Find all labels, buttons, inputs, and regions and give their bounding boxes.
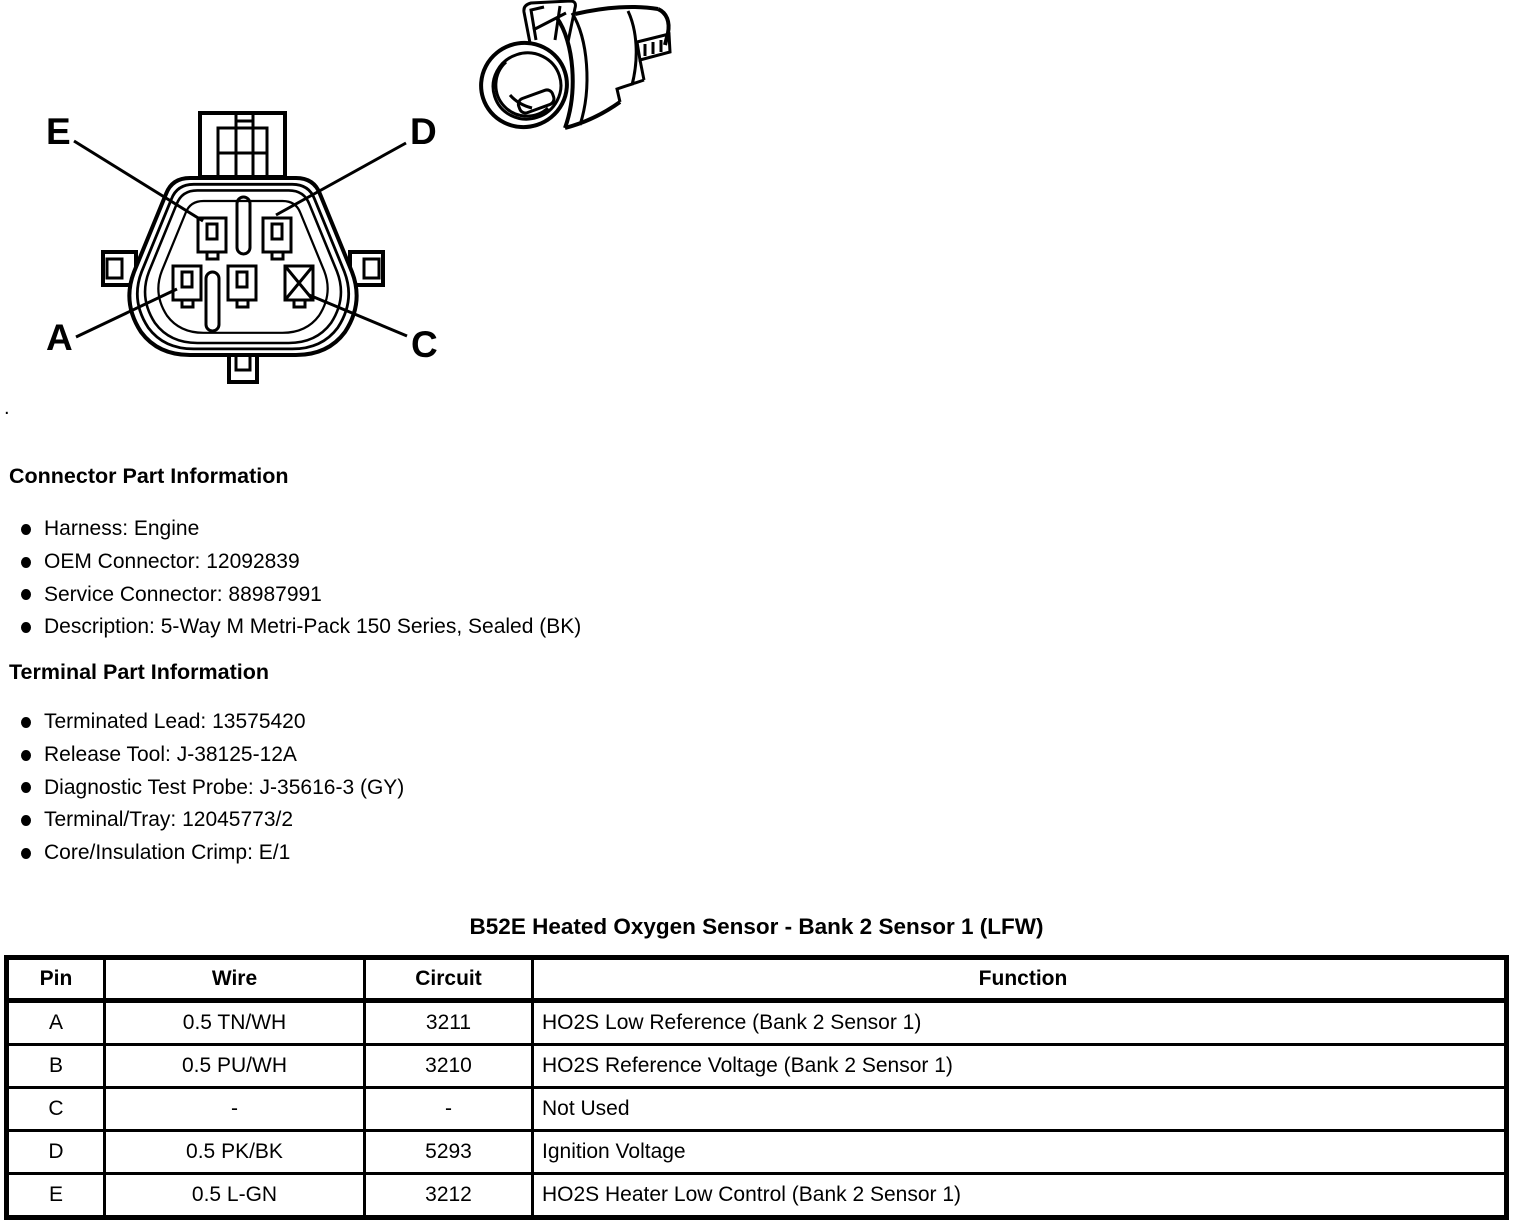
cell-wire: 0.5 PK/BK: [105, 1131, 365, 1174]
table-row: [7, 1088, 1507, 1131]
list-item-text: Harness: Engine: [44, 517, 200, 541]
list-item-text: Description: 5-Way M Metri-Pack 150 Series, Sealed (BK): [44, 615, 582, 639]
list-item-text: Terminated Lead: 13575420: [44, 710, 306, 734]
cell-wire: 0.5 PU/WH: [105, 1045, 365, 1088]
table-row: [7, 1045, 1507, 1088]
cell-pin: C: [7, 1088, 105, 1131]
cell-function: Not Used: [533, 1088, 1507, 1131]
list-item: [21, 804, 404, 837]
table-row: [7, 1001, 1507, 1045]
lock-tab-icon: [200, 113, 285, 177]
list-item: [21, 546, 581, 579]
pin-label-c: C: [411, 324, 438, 365]
cell-pin: A: [7, 1001, 105, 1045]
list-item-text: OEM Connector: 12092839: [44, 550, 300, 574]
bullet-icon: [21, 848, 31, 859]
cell-function: HO2S Reference Voltage (Bank 2 Sensor 1): [533, 1045, 1507, 1088]
bullet-icon: [21, 782, 31, 793]
list-item: [21, 513, 581, 546]
cell-circuit: 3211: [365, 1001, 533, 1045]
cell-function: Ignition Voltage: [533, 1131, 1507, 1174]
connector-part-heading: Connector Part Information: [9, 464, 289, 488]
list-item: [21, 611, 581, 644]
cell-pin: E: [7, 1174, 105, 1218]
list-item-text: Release Tool: J-38125-12A: [44, 743, 297, 767]
cell-wire: 0.5 TN/WH: [105, 1001, 365, 1045]
col-header-circuit: Circuit: [365, 958, 533, 1001]
cell-pin: B: [7, 1045, 105, 1088]
table-header-row: [7, 958, 1507, 1001]
cell-circuit: 5293: [365, 1131, 533, 1174]
table-title: B52E Heated Oxygen Sensor - Bank 2 Sensor 1 (LFW): [469, 914, 1044, 939]
bullet-icon: [21, 524, 31, 535]
cell-wire: 0.5 L-GN: [105, 1174, 365, 1218]
connector-3d-view: [470, 1, 670, 138]
list-item-text: Core/Insulation Crimp: E/1: [44, 841, 291, 865]
col-header-function: Function: [533, 958, 1507, 1001]
bullet-icon: [21, 589, 31, 600]
bullet-icon: [21, 557, 31, 568]
cell-function: HO2S Heater Low Control (Bank 2 Sensor 1): [533, 1174, 1507, 1218]
bullet-icon: [21, 750, 31, 761]
list-item: [21, 578, 581, 611]
pinout-table: [4, 955, 1509, 1220]
table-row: [7, 1174, 1507, 1218]
connector-face-diagram: [46, 111, 438, 382]
table-row: [7, 1131, 1507, 1174]
list-item-text: Diagnostic Test Probe: J-35616-3 (GY): [44, 775, 405, 799]
bullet-icon: [21, 717, 31, 728]
cell-circuit: 3212: [365, 1174, 533, 1218]
col-header-pin: Pin: [7, 958, 105, 1001]
pin-label-e: E: [46, 111, 71, 152]
cell-circuit: 3210: [365, 1045, 533, 1088]
stray-period: .: [4, 397, 10, 419]
bullet-icon: [21, 815, 31, 826]
col-header-wire: Wire: [105, 958, 365, 1001]
list-item-text: Terminal/Tray: 12045773/2: [44, 808, 294, 832]
terminal-part-list: [21, 706, 404, 869]
pin-label-d: D: [410, 111, 437, 152]
pin-label-a: A: [46, 317, 73, 358]
connector-part-list: [21, 513, 581, 644]
list-item: [21, 706, 404, 739]
terminal-part-heading: Terminal Part Information: [9, 660, 270, 684]
list-item-text: Service Connector: 88987991: [44, 582, 322, 606]
cell-wire: -: [105, 1088, 365, 1131]
cell-pin: D: [7, 1131, 105, 1174]
list-item: [21, 771, 404, 804]
connector-diagram: [0, 0, 1520, 450]
list-item: [21, 739, 404, 772]
bullet-icon: [21, 622, 31, 633]
list-item: [21, 837, 404, 870]
cell-circuit: -: [365, 1088, 533, 1131]
cell-function: HO2S Low Reference (Bank 2 Sensor 1): [533, 1001, 1507, 1045]
